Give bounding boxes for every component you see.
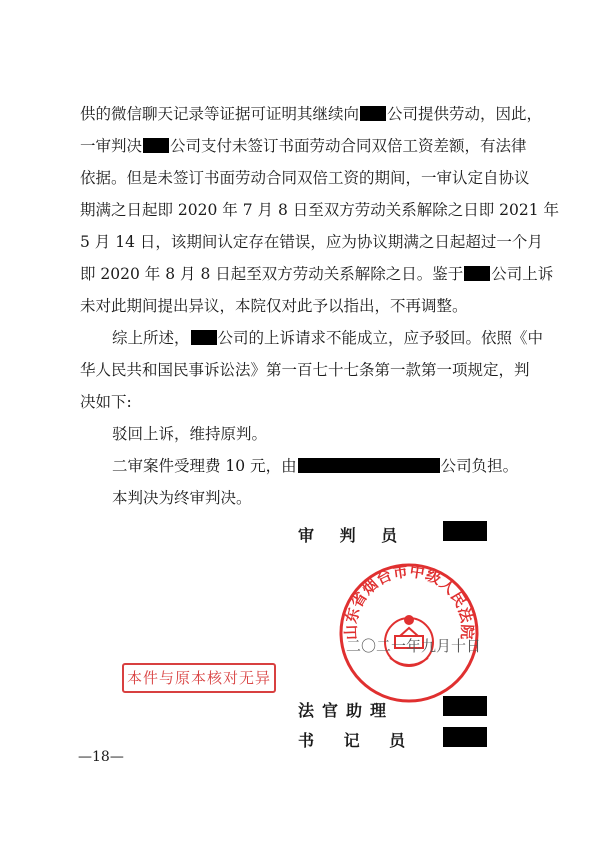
body-line (112, 328, 543, 348)
body-line: 华人民共和国民事诉讼法》第一百七十七条第一款第一项规定，判 (80, 361, 530, 379)
verdict-line: 驳回上诉，维持原判。 (112, 425, 268, 443)
body-line (80, 264, 553, 284)
judge-name-redaction (443, 521, 487, 541)
redaction-block (360, 106, 386, 121)
copy-verified-stamp: 本件与原本核对无异 (122, 663, 276, 693)
text-segment: 公司提供劳动，因此， (387, 105, 543, 123)
body-line: 5 月 14 日，该期间认定存在错误，应为协议期满之日起超过一个月 (80, 233, 543, 251)
clerk-name-redaction (443, 727, 487, 747)
assistant-name-redaction (443, 696, 487, 716)
redaction-block (191, 330, 217, 345)
body-line: 未对此期间提出异议，本院仅对此予以指出，不再调整。 (80, 297, 468, 315)
text-segment: 综上所述， (112, 329, 190, 347)
verdict-line (112, 456, 518, 476)
judgment-date: 二〇二一年九月十日 (346, 637, 482, 655)
text-segment: 即 2020 年 8 月 8 日起至双方劳动关系解除之日。鉴于 (80, 265, 464, 283)
redaction-block (298, 458, 440, 473)
text-segment: 公司支付未签订书面劳动合同双倍工资差额，有法律 (170, 137, 527, 155)
body-line (80, 136, 527, 156)
text-segment: 公司的上诉请求不能成立，应予驳回。依照《中 (217, 329, 544, 347)
redaction-block (143, 138, 169, 153)
text-segment: 公司上诉 (491, 265, 554, 283)
body-line (80, 104, 542, 124)
judge-label: 审 判 员 (298, 526, 408, 545)
text-segment: 供的微信聊天记录等证据可证明其继续向 (80, 105, 360, 123)
redaction-block (464, 266, 490, 281)
seal-text: 山东省烟台市中级人民法院 (341, 562, 477, 641)
page-number: —18— (78, 749, 124, 765)
text-segment: 公司负担。 (440, 457, 519, 475)
clerk-label: 书 记 员 (298, 731, 418, 750)
text-segment: 二审案件受理费 10 元，由 (112, 457, 297, 475)
body-line: 期满之日起即 2020 年 7 月 8 日至双方劳动关系解除之日即 2021 年 (80, 201, 560, 219)
body-line: 决如下: (80, 393, 132, 411)
court-seal (338, 562, 480, 704)
text-segment: 一审判决 (80, 137, 143, 155)
verdict-line: 本判决为终审判决。 (112, 489, 252, 507)
assistant-label: 法官助理 (298, 701, 395, 720)
body-line: 依据。但是未签订书面劳动合同双倍工资的期间，一审认定自协议 (80, 169, 530, 187)
